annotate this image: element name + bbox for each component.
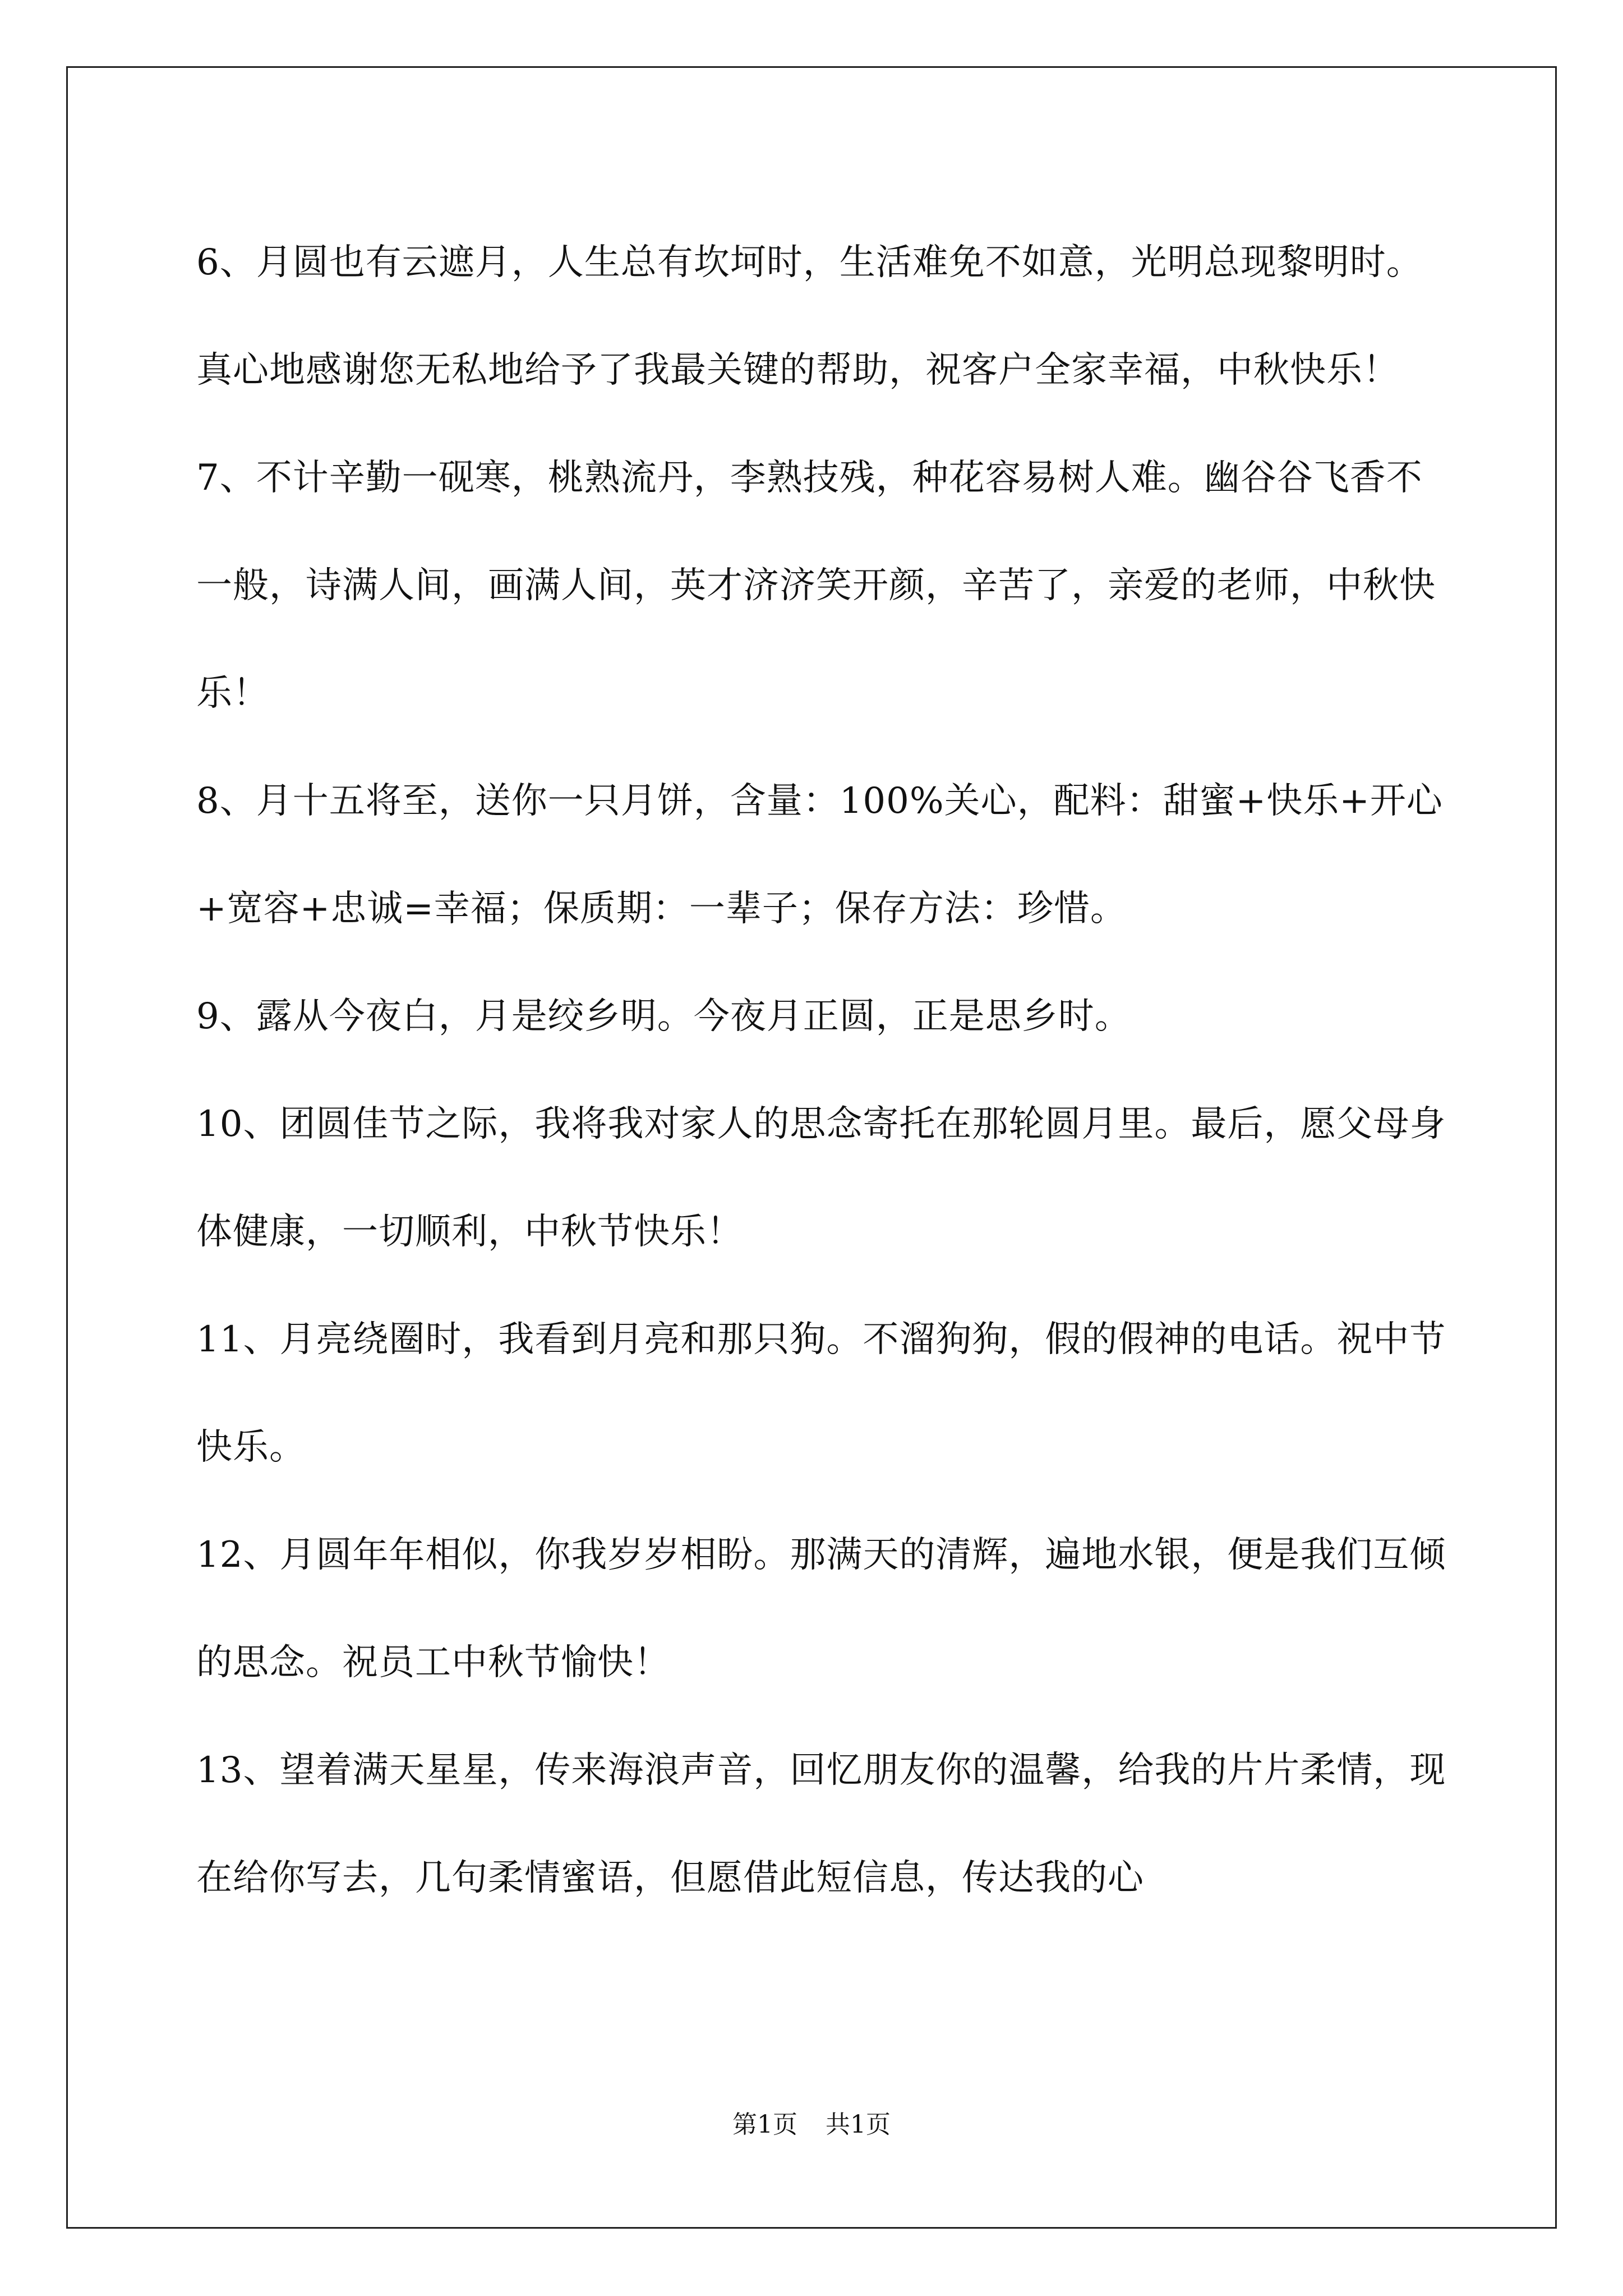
- paragraph-11: 11、月亮绕圈时，我看到月亮和那只狗。不溜狗狗，假的假神的电话。祝中节快乐。: [196, 1319, 1446, 1468]
- paragraph-10: 10、团圆佳节之际，我将我对家人的思念寄托在那轮圆月里。最后，愿父母身体健康，一切顺利，中秋节快乐！: [196, 1103, 1446, 1253]
- paragraph-8: 8、月十五将至，送你一只月饼，含量：100%关心，配料：甜蜜+快乐+开心+宽容+忠诚=幸福；保质期：一辈子；保存方法：珍惜。: [196, 780, 1443, 930]
- page-number-current: 第1页: [732, 2110, 797, 2139]
- page-number-total: 共1页: [826, 2110, 891, 2139]
- paragraph-9: 9、露从今夜白，月是绞乡明。今夜月正圆，正是思乡时。: [196, 996, 1131, 1037]
- document-body: [196, 209, 1447, 1932]
- paragraph-13: 13、望着满天星星，传来海浪声音，回忆朋友你的温馨，给我的片片柔情，现在给你写去，几句柔情蜜语，但愿借此短信息，传达我的心: [196, 1750, 1446, 1899]
- paragraph-6: 6、月圆也有云遮月，人生总有坎坷时，生活难免不如意，光明总现黎明时。真心地感谢您无私地给予了我最关键的帮助，祝客户全家幸福，中秋快乐！: [196, 242, 1423, 391]
- paragraph-7: 7、不计辛勤一砚寒，桃熟流丹，李熟技残，种花容易树人难。幽谷谷飞香不一般，诗满人间，画满人间，英才济济笑开颜，辛苦了，亲爱的老师，中秋快乐！: [196, 457, 1436, 714]
- page-footer: [0, 2108, 1623, 2142]
- paragraph-12: 12、月圆年年相似，你我岁岁相盼。那满天的清辉，遍地水银，便是我们互倾的思念。祝员工中秋节愉快！: [196, 1534, 1446, 1683]
